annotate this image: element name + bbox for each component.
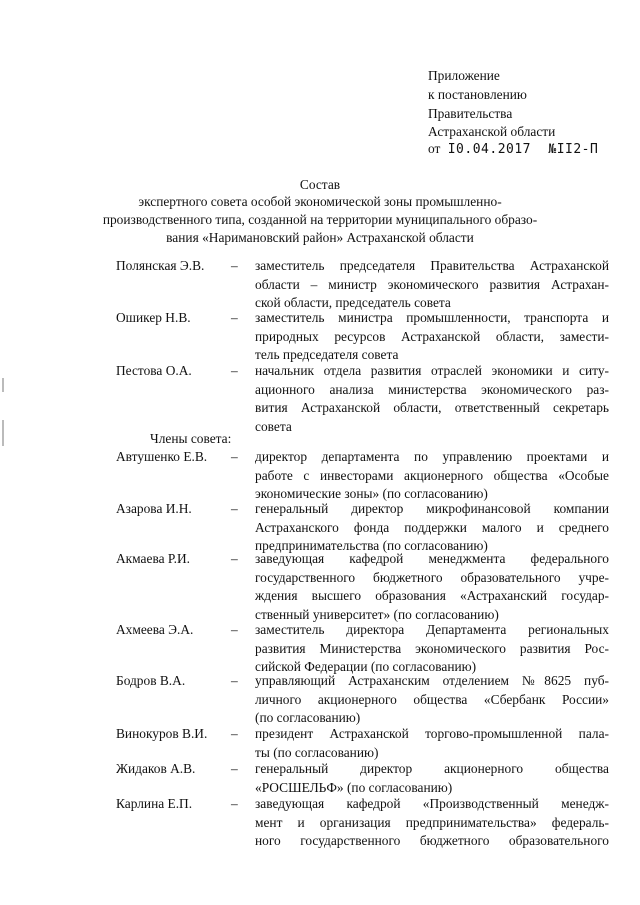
role-line: сийской Федерации (по согласованию) bbox=[255, 659, 477, 674]
member-role bbox=[255, 500, 609, 556]
role-line: государственного бюджетного образовательного учре- bbox=[255, 569, 609, 585]
approval-line-1: Приложение bbox=[428, 68, 500, 83]
role-line: ационного анализа министерства экономического раз- bbox=[255, 381, 609, 397]
dash-separator: – bbox=[231, 449, 238, 464]
document-title-line-1: экспертного совета особой экономической зоны промышленно- bbox=[138, 194, 502, 209]
dash-separator: – bbox=[231, 761, 238, 776]
member-name: Автушенко Е.В. bbox=[116, 449, 208, 464]
role-line: Астраханского фонда поддержки малого и среднего bbox=[255, 519, 609, 535]
role-line: ской области, председатель совета bbox=[255, 295, 451, 310]
member-role bbox=[255, 725, 609, 762]
member-role bbox=[255, 760, 609, 797]
dash-separator: – bbox=[231, 258, 238, 273]
role-line: «РОСШЕЛЬФ» (по согласованию) bbox=[255, 779, 453, 795]
member-name: Бодров В.А. bbox=[116, 673, 186, 688]
role-line: ного государственного бюджетного образовательного bbox=[255, 833, 609, 848]
role-line: работе с инвесторами акционерного общества «Особые bbox=[255, 467, 609, 483]
role-line: заведующая кафедрой менеджмента федерального bbox=[255, 551, 609, 566]
role-line: начальник отдела развития отраслей экономики и ситу- bbox=[255, 363, 609, 378]
role-line: президент Астраханской торгово-промышленной пала- bbox=[255, 726, 609, 741]
members-label: Члены совета: bbox=[150, 431, 232, 446]
role-line: совета bbox=[255, 418, 292, 434]
role-line: заведующая кафедрой «Производственный менедж- bbox=[255, 796, 609, 811]
member-name: Жидаков А.В. bbox=[116, 761, 196, 776]
dash-separator: – bbox=[231, 551, 238, 566]
member-name: Ошикер Н.В. bbox=[116, 310, 191, 325]
member-role bbox=[255, 550, 609, 624]
approval-date: I0.04.2017 bbox=[447, 142, 532, 157]
role-line: предпринимательства (по согласованию) bbox=[255, 538, 488, 553]
member-role bbox=[255, 257, 609, 313]
member-name: Азарова И.Н. bbox=[116, 501, 192, 516]
role-line: ты (по согласованию) bbox=[255, 744, 379, 760]
document-title-line-3: вания «Наримановский район» Астраханской области bbox=[166, 230, 474, 245]
approval-date-prefix: от bbox=[428, 141, 441, 156]
member-name: Карлина Е.П. bbox=[116, 796, 193, 811]
role-line: тель председателя совета bbox=[255, 347, 399, 362]
member-name: Полянская Э.В. bbox=[116, 258, 205, 273]
dash-separator: – bbox=[231, 673, 238, 688]
document-title-line-2: производственного типа, созданной на территории муниципального образо- bbox=[102, 212, 538, 227]
approval-line-4: Астраханской области bbox=[428, 124, 556, 139]
role-line: мент и организация предпринимательства» федераль- bbox=[255, 814, 609, 830]
member-name: Ахмеева Э.А. bbox=[116, 622, 194, 637]
member-role bbox=[255, 362, 609, 436]
member-role bbox=[255, 672, 609, 728]
role-line: ственный университет» (по согласованию) bbox=[255, 606, 499, 622]
scan-artifact bbox=[2, 420, 4, 446]
dash-separator: – bbox=[231, 310, 238, 325]
approval-date-line bbox=[428, 141, 598, 158]
role-line: экономические зоны» (по согласованию) bbox=[255, 486, 488, 501]
dash-separator: – bbox=[231, 796, 238, 811]
role-line: ждения высшего образования «Астраханский государ- bbox=[255, 588, 609, 603]
member-role bbox=[255, 448, 609, 504]
dash-separator: – bbox=[231, 501, 238, 516]
role-line: развития Министерства экономического развития Рос- bbox=[255, 640, 609, 656]
role-line: области – министр экономического развития Астрахан- bbox=[255, 276, 609, 292]
dash-separator: – bbox=[231, 622, 238, 637]
approval-number: №II2-П bbox=[548, 142, 599, 157]
document-heading: Состав bbox=[299, 177, 341, 192]
member-role bbox=[255, 621, 609, 677]
role-line: генеральный директор акционерного общества bbox=[255, 761, 609, 776]
dash-separator: – bbox=[231, 726, 238, 741]
approval-line-3: Правительства bbox=[428, 106, 513, 121]
role-line: заместитель министра промышленности, транспорта и bbox=[255, 310, 609, 325]
member-role bbox=[255, 309, 609, 365]
role-line: природных ресурсов Астраханской области, замести- bbox=[255, 328, 609, 344]
member-name: Винокуров В.И. bbox=[116, 726, 208, 741]
approval-line-2: к постановлению bbox=[428, 87, 527, 102]
role-line: заместитель директора Департамента региональных bbox=[255, 622, 609, 637]
role-line: заместитель председателя Правительства Астраханской bbox=[255, 258, 609, 273]
dash-separator: – bbox=[231, 363, 238, 378]
scan-artifact bbox=[2, 378, 4, 392]
role-line: (по согласованию) bbox=[255, 710, 361, 725]
role-line: директор департамента по управлению проектами и bbox=[255, 449, 609, 464]
member-role bbox=[255, 795, 609, 851]
member-name: Акмаева Р.И. bbox=[116, 551, 191, 566]
role-line: генеральный директор микрофинансовой компании bbox=[255, 501, 609, 516]
member-name: Пестова О.А. bbox=[116, 363, 192, 378]
role-line: управляющий Астраханским отделением №8625 пуб- bbox=[255, 673, 609, 688]
role-line: личного акционерного общества «Сбербанк России» bbox=[255, 691, 609, 707]
role-line: вития Астраханской области, ответственный секретарь bbox=[255, 400, 609, 415]
